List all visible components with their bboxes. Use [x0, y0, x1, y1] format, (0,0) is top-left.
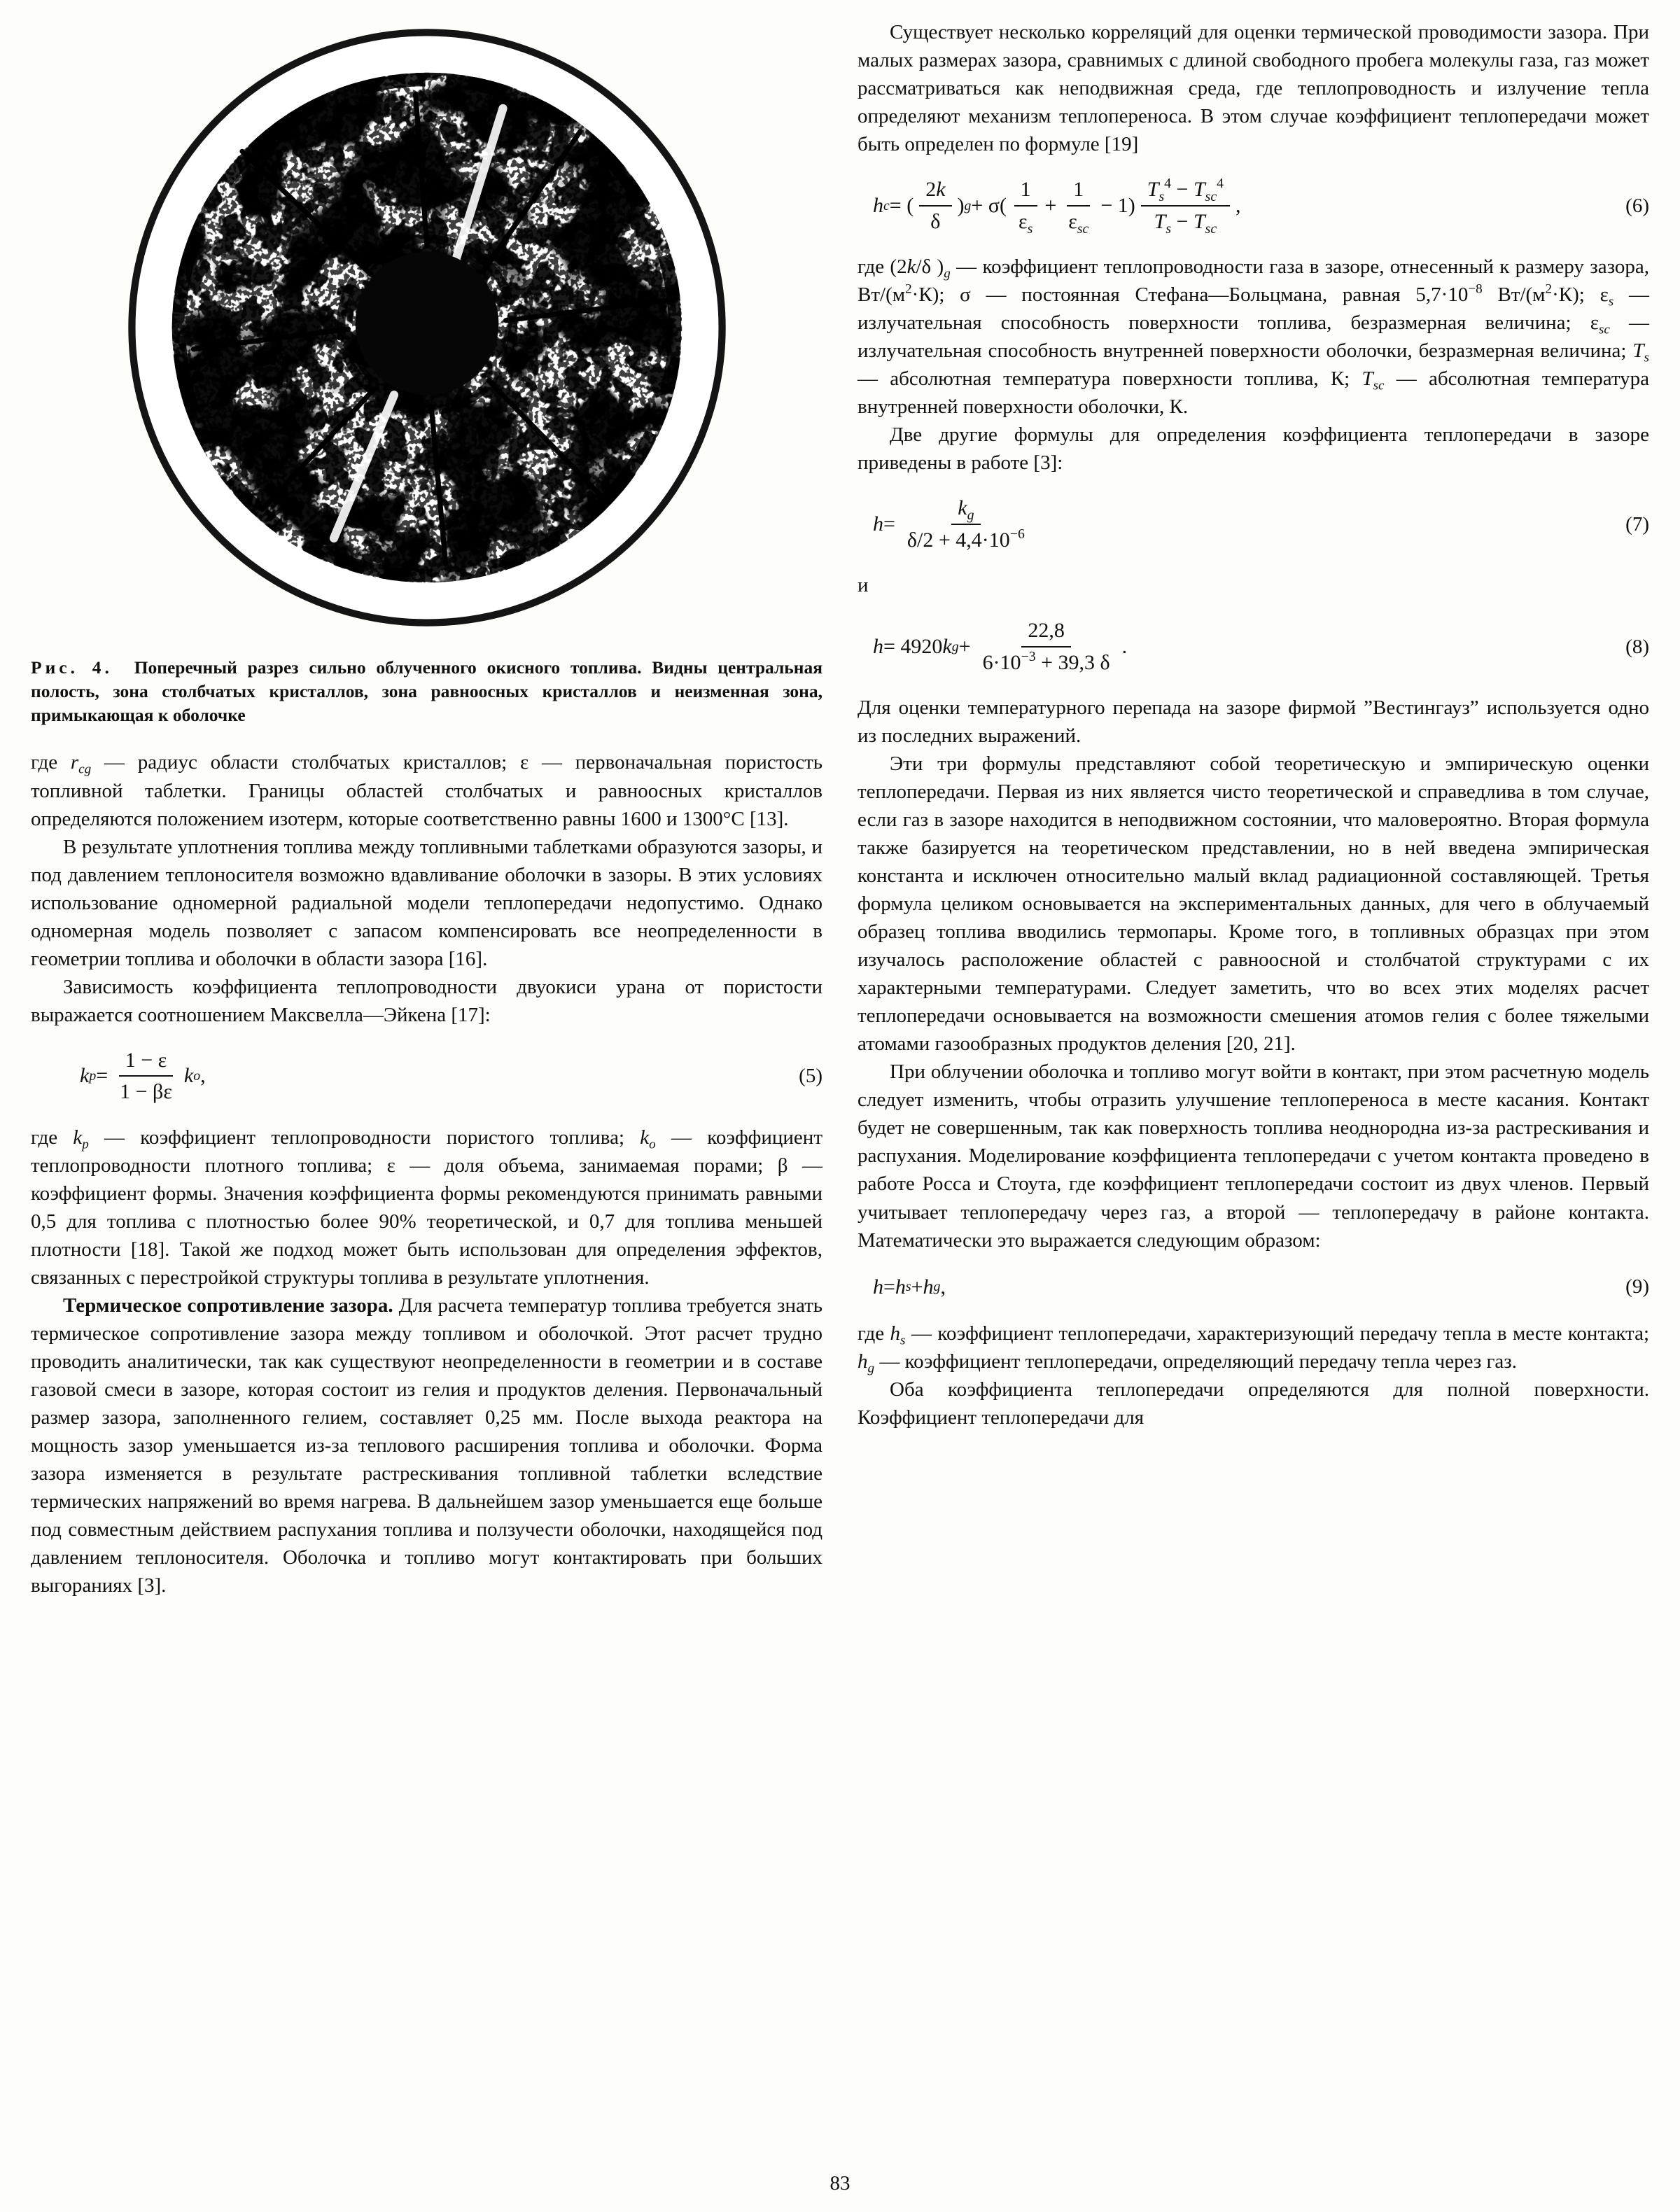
equation-8-body: h = 4920 k g + $\frac{22,8}{6\cdot 10^{-3} + 39,3 \delta}$ . [873, 619, 1128, 674]
left-column [31, 18, 822, 1600]
right-column [858, 18, 1649, 1600]
figure-4 [31, 20, 822, 643]
left-paragraph-3: Зависимость коэффициента теплопроводности двуокиси урана от пористости выражается соотношением Максвелла—Эйкена [17]: [31, 975, 822, 1026]
right-paragraph-7: где $h_s$ — коэффициент теплопередачи, характеризующий передачу тепла в месте контакта; $h_g$ — коэффициент теплопередачи, определяющий передачу тепла через газ. [858, 1322, 1650, 1376]
central-void [355, 252, 498, 396]
equation-6-number: (6) [1625, 194, 1649, 217]
equation-5-body: k p = $\frac{1 - \varepsilon}{1 - \beta\varepsilon}$ k o , [80, 1048, 206, 1104]
fuel-cross-section-image [119, 20, 735, 636]
right-paragraph-8: Оба коэффициента теплопередачи определяются для полной поверхности. Коэффициент теплопередачи для [858, 1378, 1649, 1429]
left-paragraph-1: где $r_{cg}$ — радиус области столбчатых кристаллов; ε — первоначальная пористость топливной таблетки. Границы областей столбчатых и равноосных кристаллов определяются положением изотерм, которые соответственно равны 1600 и 1300°C [13]. [31, 751, 823, 830]
right-paragraph-3: Две другие формулы для определения коэффициента теплопередачи в зазоре приведены в работе [3]: [858, 424, 1649, 475]
equation-9-body: h = h s + h g , [873, 1275, 946, 1298]
right-paragraph-4: Для оценки температурного перепада на зазоре фирмой ”Вестингауз” используется одно из последних выражений. [858, 696, 1649, 748]
equation-9-number: (9) [1625, 1275, 1649, 1298]
equation-7-body: h = $\frac{k_g}{\delta/2 + 4,4\cdot 10^{-6}}$ [873, 496, 1025, 552]
figure-caption-label: Рис. 4. [31, 657, 113, 678]
two-column-layout [31, 18, 1649, 1600]
equation-7-number: (7) [1625, 512, 1649, 536]
equation-6-body: h c = ( $\frac{2k}{\delta}$ ) g + σ( $\frac{1}{\varepsilon_s}$ + $\frac{1}{\varepsilon_{sc}}$ − 1) $\frac{T_s^4 - T_{sc}^4}{T_s - T_{sc}}$ , [873, 176, 1241, 237]
figure-caption [31, 656, 822, 727]
figure-caption-text: Поперечный разрез сильно облученного окисного топлива. Видны центральная полость, зона столбчатых кристаллов, зона равноосных кристаллов и неизменная зона, примыкающая к оболочке [31, 657, 823, 726]
right-paragraph-5: Эти три формулы представляют собой теоретическую и эмпирическую оценки теплопередачи. Первая из них является чисто теоретической и справедлива в том случае, если газ в зазоре находится в неподвижном состоянии, что маловероятно. Вторая формула также базируется на теоретическом представлении, но в ней введена эмпирическая константа и исключен относительно малый вклад радиационной составляющей. Третья формула целиком основывается на экспериментальных данных, для чего в облучаемый образец топлива вводились термопары. Кроме того, в топливных образцах при этом изучалось расположение областей с равноосной и столбчатой структурами с их характерными температурами. Следует заметить, что во всех этих моделях расчет теплопередачи основывается на возможности смешения атомов гелия с более тяжелыми атомами газообразных продуктов деления [20, 21]. [858, 752, 1649, 1056]
equation-5-number: (5) [799, 1065, 822, 1088]
equation-5 [31, 1047, 822, 1105]
left-paragraph-2: В результате уплотнения топлива между топливными таблетками образуются зазоры, и под давлением теплоносителя возможно вдавливание оболочки в зазоры. В этих условиях использование одномерной радиальной модели теплопередачи недопустимо. Однако одномерная модель позволяет с запасом компенсировать все неопределенности в геометрии топлива и оболочки в области зазора [16]. [31, 835, 822, 970]
right-paragraph-1: Существует несколько корреляций для оценки термической проводимости зазора. При малых размерах зазора, сравнимых с длиной свободного пробега молекулы газа, газ может рассматриваться как неподвижная среда, где теплопроводность и излучение тепла определяют механизм теплопереноса. В этом случае коэффициент теплопередачи может быть определен по формуле [19] [858, 21, 1649, 156]
left-paragraph-5: Термическое сопротивление зазора. Для расчета температур топлива требуется знать термическое сопротивление зазора между топливом и оболочкой. Этот расчет трудно проводить аналитически, так как существуют неопределенности в геометрии и в составе газовой смеси в зазоре, которая состоит из гелия и продуктов деления. Первоначальный размер зазора, заполненного гелием, составляет 0,25 мм. После выхода реактора на мощность зазор уменьшается из-за теплового расширения топлива и оболочки. Форма зазора изменяется в результате растрескивания топливной таблетки вследствие термических напряжений во время нагрева. В дальнейшем зазор уменьшается еще больше под совместным действием распухания топлива и ползучести оболочки, находящейся под давлением теплоносителя. Оболочка и топливо могут контактировать при больших выгораниях [3]. [31, 1294, 822, 1597]
page-number: 83 [830, 2172, 850, 2194]
right-paragraph-2: где (2k/δ )$_g$ — коэффициент теплопроводности газа в зазоре, отнесенный к размеру зазора, $Вт/(м^2\cdot К)$; σ — постоянная Стефана—Больцмана, равная $5,7\cdot 10^{-8}$ $Вт/(м^2\cdot К)$; $\varepsilon_s$ — излучательная способность поверхности топлива, безразмерная величина; $\varepsilon_{sc}$ — излучательная способность внутренней поверхности оболочки, безразмерная величина; $T_s$ — абсолютная температура поверхности топлива, К; $T_{sc}$ — абсолютная температура внутренней поверхности оболочки, К. [858, 255, 1650, 419]
right-paragraph-6: При облучении оболочка и топливо могут войти в контакт, при этом расчетную модель следует изменить, чтобы отразить улучшение теплопереноса в месте касания. Контакт будет не совершенным, так как поверхность топлива неоднородна из-за растрескивания и распухания. Моделирование коэффициента теплопередачи с учетом контакта проведено в работе Росса и Стоута, где коэффициент теплопередачи состоит из двух членов. Первый учитывает теплопередачу через газ, а второй — теплопередачу в районе контакта. Математически это выражается следующим образом: [858, 1060, 1649, 1252]
equation-6 [858, 176, 1649, 237]
equation-8 [858, 617, 1649, 676]
equation-8-number: (8) [1625, 635, 1649, 658]
conjunction-line: и [858, 574, 869, 597]
equation-7 [858, 495, 1649, 553]
equation-9 [858, 1273, 1649, 1301]
left-paragraph-4: где $k_p$ — коэффициент теплопроводности пористого топлива; $k_o$ — коэффициент теплопроводности плотного топлива; ε — доля объема, занимаемая порами; β — коэффициент формы. Значения коэффициента формы рекомендуются принимать равными 0,5 для топлива с плотностью более 90% теоретической, и 0,7 для топлива меньшей плотности [18]. Такой же подход может быть использован для определения эффектов, связанных с перестройкой структуры топлива в результате уплотнения. [31, 1126, 822, 1289]
